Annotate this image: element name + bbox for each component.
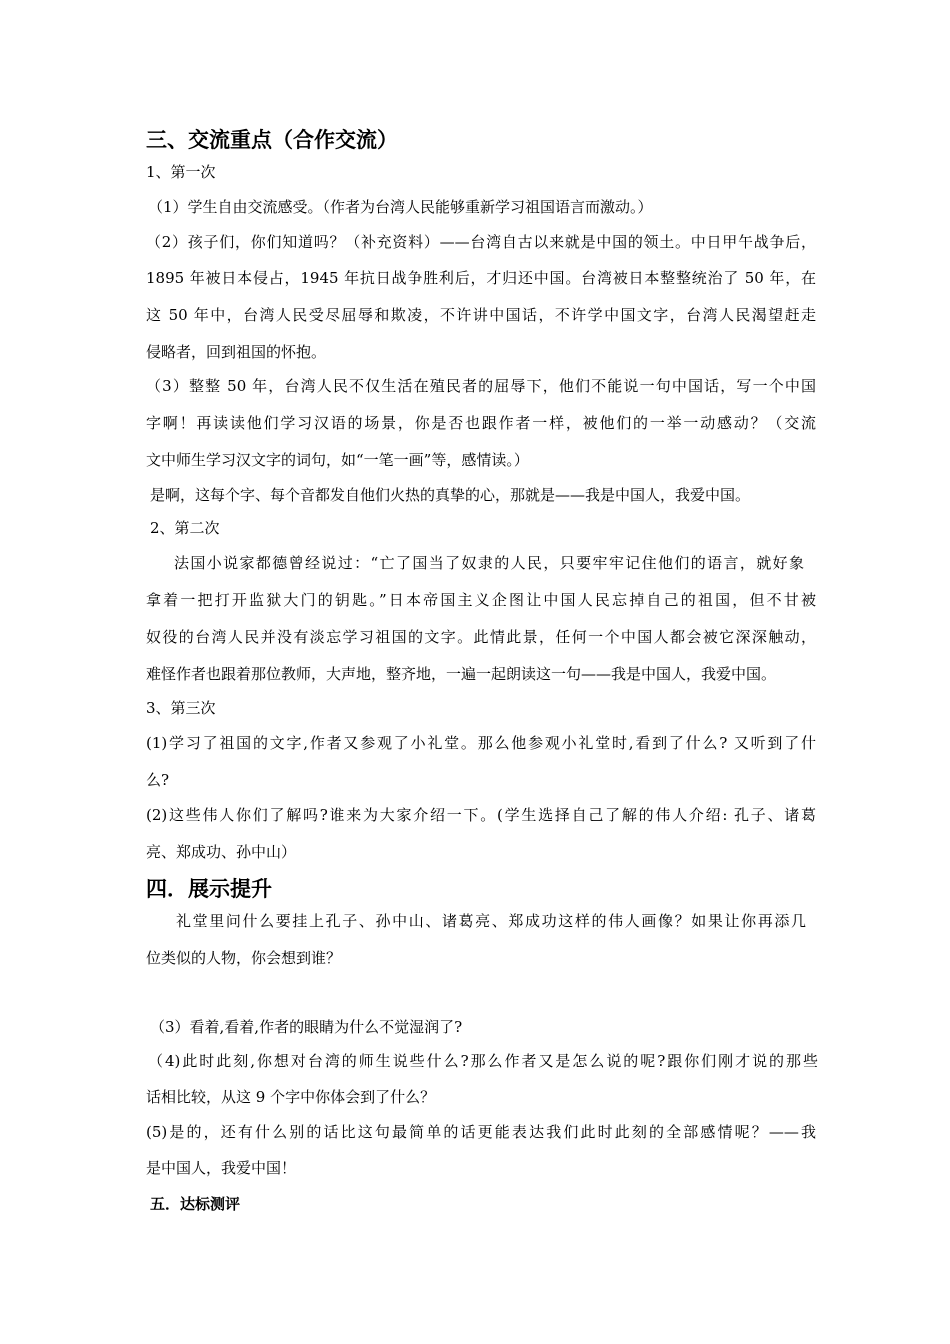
paragraph-3-1-line-2: 么?: [146, 771, 170, 789]
section-4-heading: 四．展示提升: [146, 877, 272, 901]
paragraph-4-1-line-1: 礼堂里问什么要挂上孔子、孙中山、诸葛亮、郑成功这样的伟人画像？如果让你再添几: [176, 912, 806, 930]
paragraph-1-3-line-3: 文中师生学习汉文字的词句，如“一笔一画”等，感情读。）: [146, 451, 529, 469]
paragraph-1-4: 是啊，这每个字、每个音都发自他们火热的真挚的心，那就是——我是中国人，我爱中国。: [150, 486, 751, 504]
subsection-3-label: 3、第三次: [146, 699, 216, 717]
question-4-line-1: （4)此时此刻,你想对台湾的师生说些什么?那么作者又是怎么说的呢?跟你们刚才说的那些: [148, 1052, 818, 1070]
paragraph-1-3-line-2: 字啊！再读读他们学习汉语的场景，你是否也跟作者一样，被他们的一举一动感动？（交流: [146, 414, 816, 432]
question-4-line-2: 话相比较，从这 9 个字中你体会到了什么？: [146, 1088, 436, 1106]
paragraph-3-1-line-1: (1)学习了祖国的文字,作者又参观了小礼堂。那么他参观小礼堂时,看到了什么? 又听到了什: [146, 734, 816, 752]
section-5-heading: 五．达标测评: [150, 1195, 241, 1213]
paragraph-4-1-line-2: 位类似的人物，你会想到谁？: [146, 949, 342, 967]
paragraph-2-line-2: 拿着一把打开监狱大门的钥匙。”日本帝国主义企图让中国人民忘掉自己的祖国，但不甘被: [146, 591, 816, 609]
paragraph-2-line-3: 奴役的台湾人民并没有淡忘学习祖国的文字。此情此景，任何一个中国人都会被它深深触动，: [146, 628, 816, 646]
paragraph-2-line-4: 难怪作者也跟着那位教师，大声地，整齐地，一遍一起朗读这一句——我是中国人，我爱中国。: [146, 665, 777, 683]
subsection-2-label: 2、第二次: [150, 519, 220, 537]
question-3: （3）看着,看着,作者的眼睛为什么不觉湿润了?: [150, 1018, 463, 1036]
paragraph-1-2-line-3: 这 50 年中，台湾人民受尽屈辱和欺凌，不许讲中国话，不许学中国文字，台湾人民渴望赶走: [146, 306, 816, 324]
subsection-1-label: 1、第一次: [146, 163, 216, 181]
paragraph-1-3-line-1: （3）整整 50 年，台湾人民不仅生活在殖民者的屈辱下，他们不能说一句中国话，写一个中国: [146, 377, 816, 395]
paragraph-2-line-1: 法国小说家都德曾经说过：“亡了国当了奴隶的人民，只要牢牢记住他们的语言，就好象: [174, 554, 804, 572]
question-5-line-2: 是中国人，我爱中国！: [146, 1159, 297, 1177]
paragraph-1-2-line-4: 侵略者，回到祖国的怀抱。: [146, 343, 327, 361]
question-5-line-1: (5)是的，还有什么别的话比这句最简单的话更能表达我们此时此刻的全部感情呢？——我: [146, 1123, 816, 1141]
section-3-heading: 三、交流重点（合作交流）: [146, 128, 398, 152]
paragraph-3-2-line-2: 亮、郑成功、孙中山）: [146, 843, 297, 861]
paragraph-1-2-line-1: （2）孩子们，你们知道吗？（补充资料）——台湾自古以来就是中国的领土。中日甲午战争后，: [146, 233, 816, 251]
paragraph-3-2-line-1: (2)这些伟人你们了解吗?谁来为大家介绍一下。(学生选择自己了解的伟人介绍: 孔子、诸葛: [146, 806, 816, 824]
paragraph-1-2-line-2: 1895 年被日本侵占，1945 年抗日战争胜利后，才归还中国。台湾被日本整整统治了 50 年，在: [146, 269, 816, 287]
paragraph-1-1: （1）学生自由交流感受。（作者为台湾人民能够重新学习祖国语言而激动。）: [148, 198, 653, 216]
